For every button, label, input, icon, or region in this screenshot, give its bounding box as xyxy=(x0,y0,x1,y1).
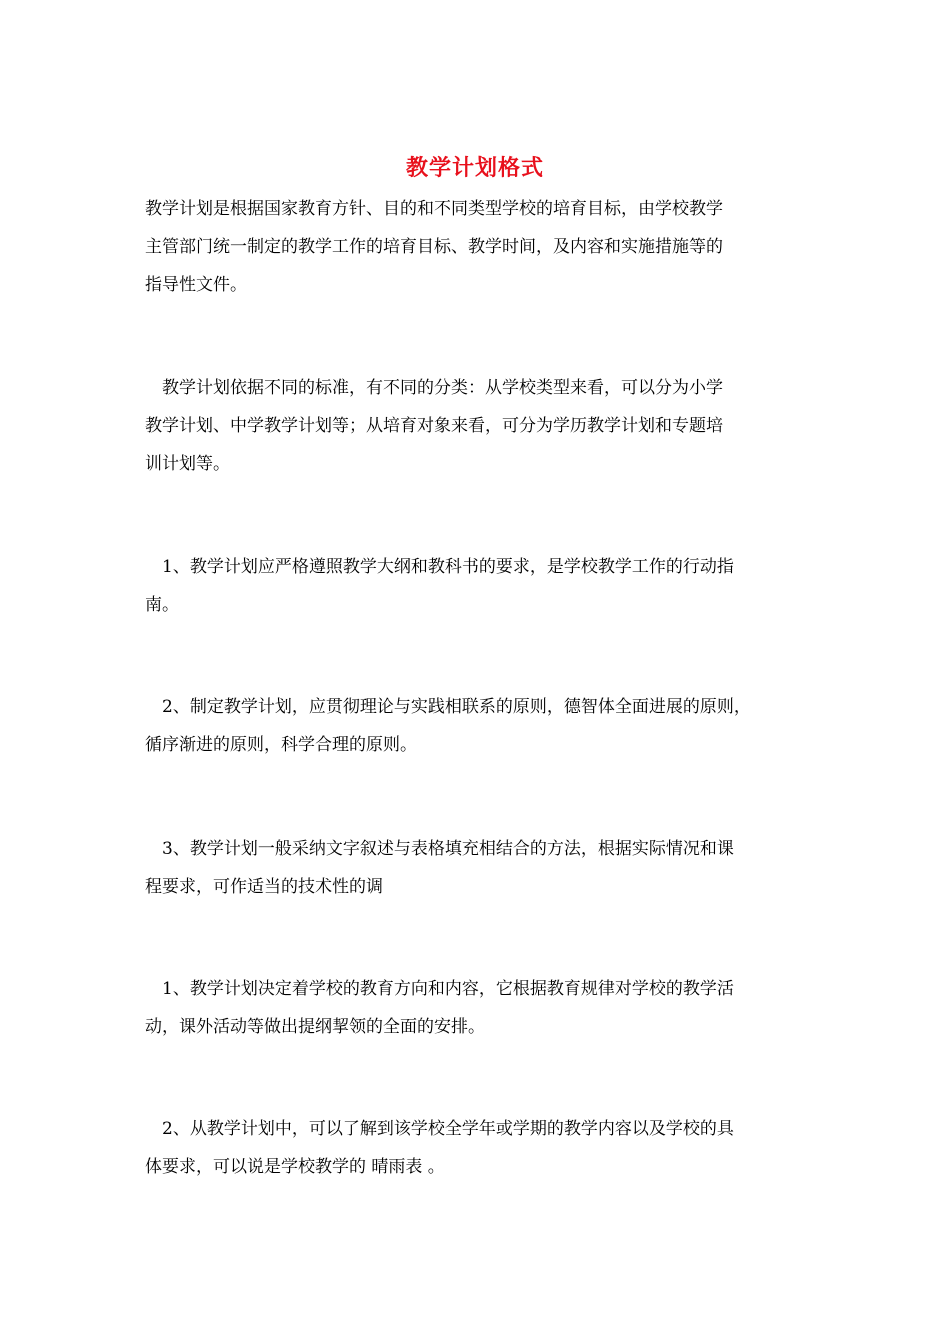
paragraph-line: 循序渐进的原则，科学合理的原则。 xyxy=(145,735,417,755)
document-title: 教学计划格式 xyxy=(405,155,544,181)
paragraph-line: 1、教学计划决定着学校的教育方向和内容，它根据教育规律对学校的教学活 xyxy=(145,979,734,999)
paragraph-line: 2、从教学计划中，可以了解到该学校全学年或学期的教学内容以及学校的具 xyxy=(145,1119,734,1139)
paragraph-line: 程要求，可作适当的技术性的调 xyxy=(145,877,383,897)
paragraph-line: 指导性文件。 xyxy=(145,275,247,295)
paragraph-line: 2、制定教学计划，应贯彻理论与实践相联系的原则，德智体全面进展的原则， xyxy=(145,697,751,717)
paragraph-line: 教学计划是根据国家教育方针、目的和不同类型学校的培育目标，由学校教学 xyxy=(145,199,723,219)
paragraph-classification xyxy=(145,369,825,483)
paragraph-intro xyxy=(145,190,825,304)
paragraph-item-1b xyxy=(145,970,825,1046)
paragraph-item-2a xyxy=(145,688,825,764)
paragraph-item-2b xyxy=(145,1110,825,1186)
paragraph-item-3a xyxy=(145,830,825,906)
paragraph-line: 南。 xyxy=(145,595,179,615)
paragraph-line: 训计划等。 xyxy=(145,454,230,474)
paragraph-line: 主管部门统一制定的教学工作的培育目标、教学时间，及内容和实施措施等的 xyxy=(145,237,723,257)
paragraph-line: 教学计划、中学教学计划等；从培育对象来看，可分为学历教学计划和专题培 xyxy=(145,416,723,436)
paragraph-line: 动，课外活动等做出提纲挈领的全面的安排。 xyxy=(145,1017,485,1037)
paragraph-line: 1、教学计划应严格遵照教学大纲和教科书的要求，是学校教学工作的行动指 xyxy=(145,557,734,577)
paragraph-line: 体要求，可以说是学校教学的 晴雨表 。 xyxy=(145,1157,445,1177)
paragraph-item-1a xyxy=(145,548,825,624)
paragraph-line: 教学计划依据不同的标准，有不同的分类：从学校类型来看，可以分为小学 xyxy=(145,378,723,398)
paragraph-line: 3、教学计划一般采纳文字叙述与表格填充相结合的方法，根据实际情况和课 xyxy=(145,839,734,859)
